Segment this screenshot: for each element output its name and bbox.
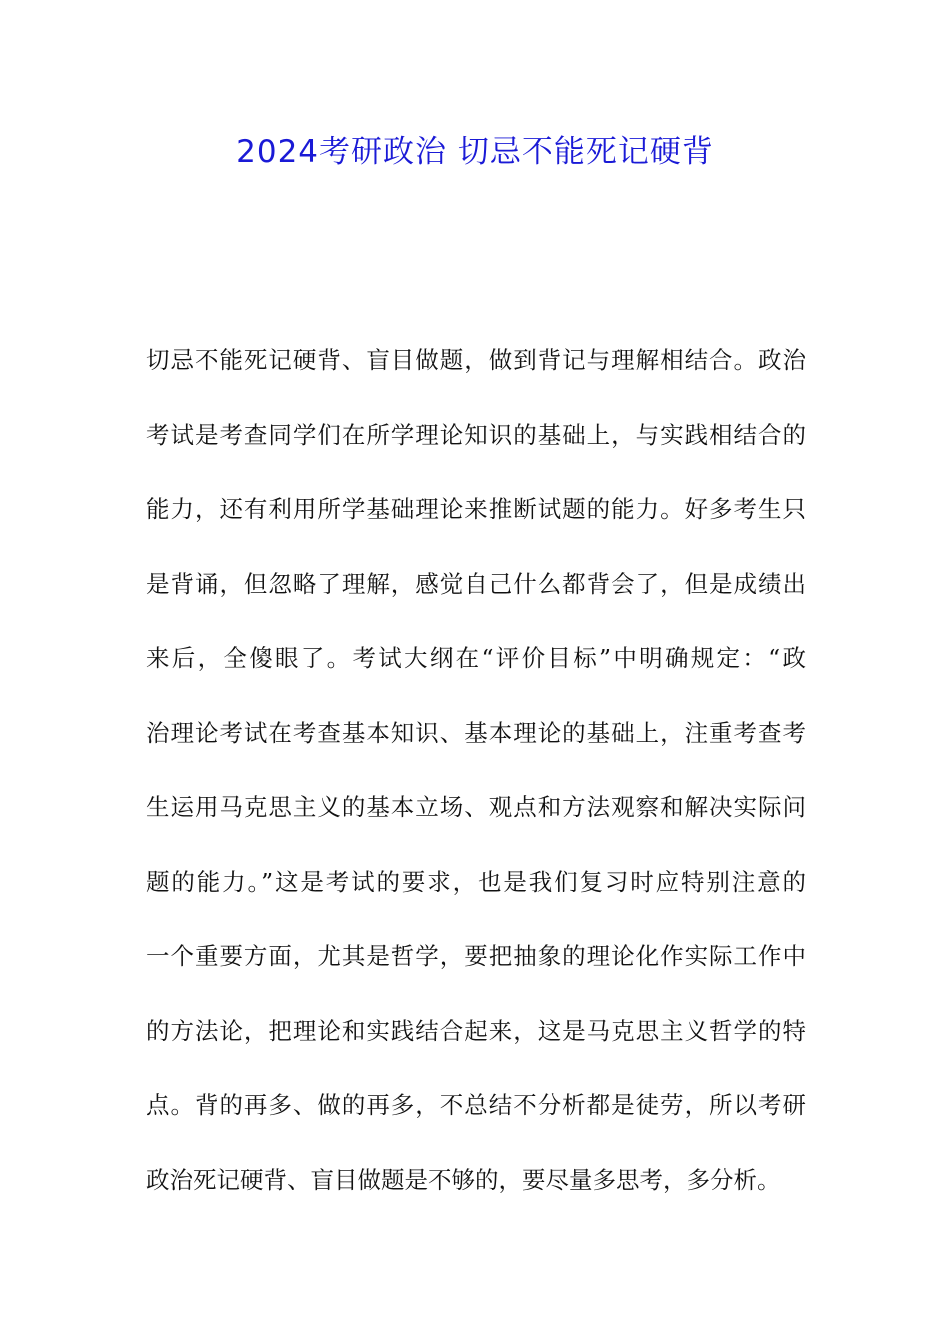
body-line: 能力，还有利用所学基础理论来推断试题的能力。好多考生只 xyxy=(146,495,806,523)
body-line: 政治死记硬背、盲目做题是不够的，要尽量多思考，多分析。 xyxy=(146,1165,781,1194)
document-title: 2024考研政治 切忌不能死记硬背 xyxy=(236,134,714,170)
body-line: 切忌不能死记硬背、盲目做题，做到背记与理解相结合。政治 xyxy=(146,346,806,374)
body-line: 是背诵，但忽略了理解，感觉自己什么都背会了，但是成绩出 xyxy=(146,569,806,598)
body-line: 治理论考试在考查基本知识、基本理论的基础上，注重考查考 xyxy=(146,718,806,747)
body-line: 考试是考查同学们在所学理论知识的基础上，与实践相结合的 xyxy=(146,420,806,449)
body-line: 一个重要方面，尤其是哲学，要把抽象的理论化作实际工作中 xyxy=(146,942,806,970)
body-line: 的方法论，把理论和实践结合起来，这是马克思主义哲学的特 xyxy=(146,1016,806,1045)
body-line: 题的能力。”这是考试的要求，也是我们复习时应特别注意的 xyxy=(146,867,806,896)
body-line: 来后，全傻眼了。考试大纲在“评价目标”中明确规定：“政 xyxy=(146,644,806,672)
body-line: 生运用马克思主义的基本立场、观点和方法观察和解决实际问 xyxy=(146,793,806,821)
body-line: 点。背的再多、做的再多，不总结不分析都是徒劳，所以考研 xyxy=(146,1091,806,1119)
document-body xyxy=(146,340,806,1234)
